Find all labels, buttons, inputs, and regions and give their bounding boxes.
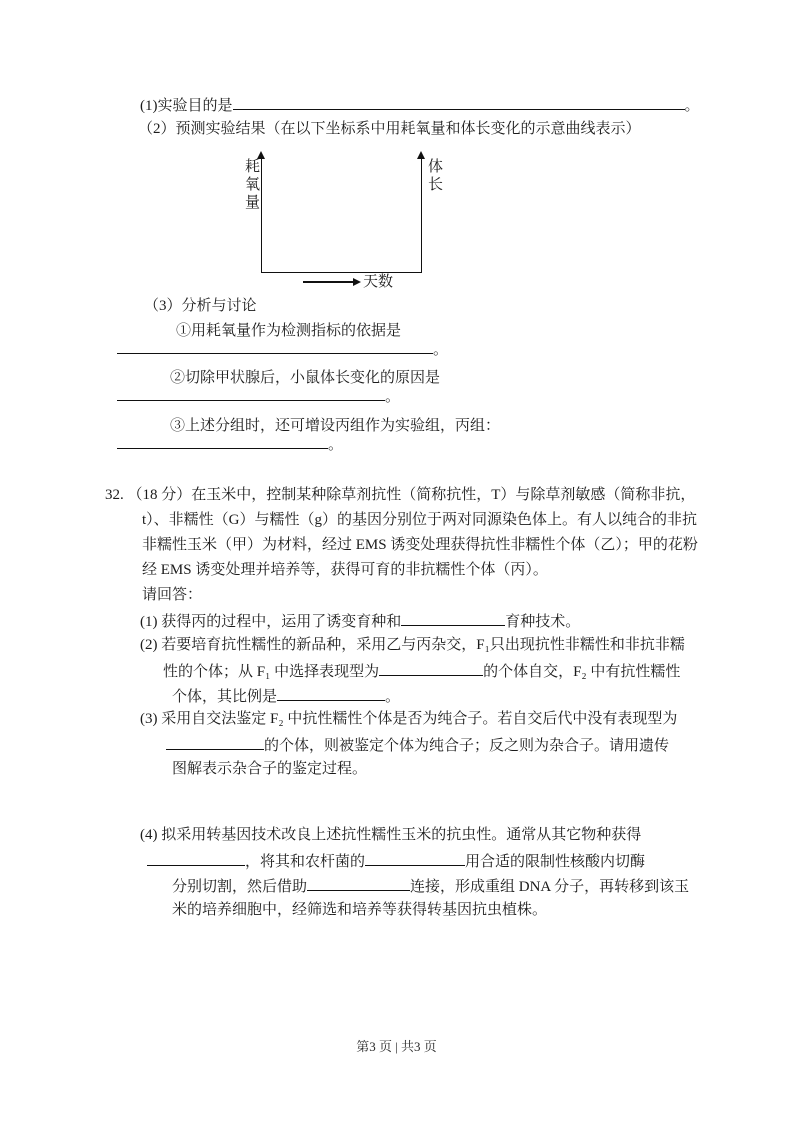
answer-blank xyxy=(117,339,433,354)
q32-intro-line2: t）、非糯性（G）与糯性（g）的基因分别位于两对同源染色体上。有人以纯合的非抗 xyxy=(142,512,698,528)
q31-part3-item2-answer xyxy=(117,386,400,407)
chart-x-axis-label: 天数 xyxy=(363,274,394,290)
period: 。 xyxy=(433,342,449,358)
q32-item1-line xyxy=(140,611,580,632)
q32-item2-line1: (2) 若要培育抗性糯性的新品种，采用乙与丙杂交，F₁只出现抗性非糯性和非抗非糯 xyxy=(140,637,685,653)
answer-blank xyxy=(365,851,465,866)
period: 。 xyxy=(328,437,344,453)
q31-part1-label: (1)实验目的是 xyxy=(140,98,233,114)
answer-blank xyxy=(307,876,410,891)
q32-item4-line3-after: 连接，形成重组 DNA 分子，再转移到该玉 xyxy=(410,879,690,895)
q31-part2-text: （2）预测实验结果（在以下坐标系中用耗氧量和体长变化的示意曲线表示） xyxy=(138,121,641,137)
q32-item4-line2-mid: ，将其和农杆菌的 xyxy=(245,854,366,870)
answer-blank xyxy=(166,735,264,750)
q32-item4-line1: (4) 拟采用转基因技术改良上述抗性糯性玉米的抗虫性。通常从其它物种获得 xyxy=(140,827,642,843)
q32-item2-line2 xyxy=(163,661,680,682)
answer-blank xyxy=(147,851,245,866)
q31-part1-period: 。 xyxy=(684,98,700,114)
q32-item2-line3 xyxy=(172,686,400,707)
q32-prompt: 请回答： xyxy=(142,587,203,603)
answer-blank xyxy=(117,434,328,449)
chart-left-axis-label: 耗氧量 xyxy=(243,158,259,212)
q32-item4-line2 xyxy=(147,851,645,872)
chart-baseline xyxy=(261,272,422,274)
q32-item4-line3 xyxy=(172,876,689,897)
q32-intro-line1: 32. （18 分）在玉米中，控制某种除草剂抗性（简称抗性，T）与除草剂敏感（简称非抗， xyxy=(105,487,696,503)
period: 。 xyxy=(385,689,401,705)
q32-item4-line2-after: 用合适的限制性核酸内切酶 xyxy=(465,854,646,870)
q31-part3-item1: ①用耗氧量作为检测指标的依据是 xyxy=(176,323,402,339)
chart-left-axis xyxy=(261,157,263,273)
chart-right-axis xyxy=(421,157,423,273)
x-axis-arrow-icon xyxy=(353,278,361,286)
q31-part3-item3-answer xyxy=(117,434,343,455)
answer-blank xyxy=(277,686,385,701)
q32-item2-line2-before: 性的个体；从 F₁ 中选择表现型为 xyxy=(163,664,380,680)
answer-blank xyxy=(117,386,385,401)
q32-item3-line2-after: 的个体，则被鉴定个体为纯合子；反之则为杂合子。请用遗传 xyxy=(264,738,670,754)
period: 。 xyxy=(385,389,401,405)
q31-part3-item3: ③上述分组时，还可增设丙组作为实验组，丙组： xyxy=(170,418,501,434)
chart-right-axis-label: 体长 xyxy=(426,158,442,194)
q32-item4-line4: 米的培养细胞中，经筛选和培养等获得转基因抗虫植株。 xyxy=(172,902,548,918)
q32-item1-before: (1) 获得丙的过程中，运用了诱变育种和 xyxy=(140,614,402,630)
answer-blank xyxy=(233,95,685,110)
q32-item1-after: 育种技术。 xyxy=(505,614,581,630)
q31-part2-line xyxy=(138,120,641,139)
answer-blank xyxy=(379,661,483,676)
q32-item3-line2 xyxy=(166,735,669,756)
x-axis-arrow-line xyxy=(303,281,353,283)
q32-intro-line4: 经 EMS 诱变处理并培养等，获得可育的非抗糯性个体（丙）。 xyxy=(142,562,548,578)
q31-part3-item2: ②切除甲状腺后，小鼠体长变化的原因是 xyxy=(170,370,441,386)
q31-part1-line xyxy=(140,95,700,116)
q31-part3-heading: （3）分析与讨论 xyxy=(144,298,257,314)
q32-item3-line3: 图解表示杂合子的鉴定过程。 xyxy=(172,761,368,777)
q32-item3-line1: (3) 采用自交法鉴定 F₂ 中抗性糯性个体是否为纯合子。若自交后代中没有表现型为 xyxy=(140,711,678,727)
page-footer: 第3 页 | 共3 页 xyxy=(356,1039,437,1054)
q32-item2-line2-after: 的个体自交，F₂ 中有抗性糯性 xyxy=(483,664,681,680)
q32-item2-line3-before: 个体，其比例是 xyxy=(172,689,278,705)
answer-blank xyxy=(401,611,505,626)
q32-item4-line3-before: 分别切割，然后借助 xyxy=(172,879,308,895)
q32-intro-line3: 非糯性玉米（甲）为材料，经过 EMS 诱变处理获得抗性非糯性个体（乙）；甲的花粉 xyxy=(142,537,698,553)
q31-part3-item1-answer xyxy=(117,339,448,360)
